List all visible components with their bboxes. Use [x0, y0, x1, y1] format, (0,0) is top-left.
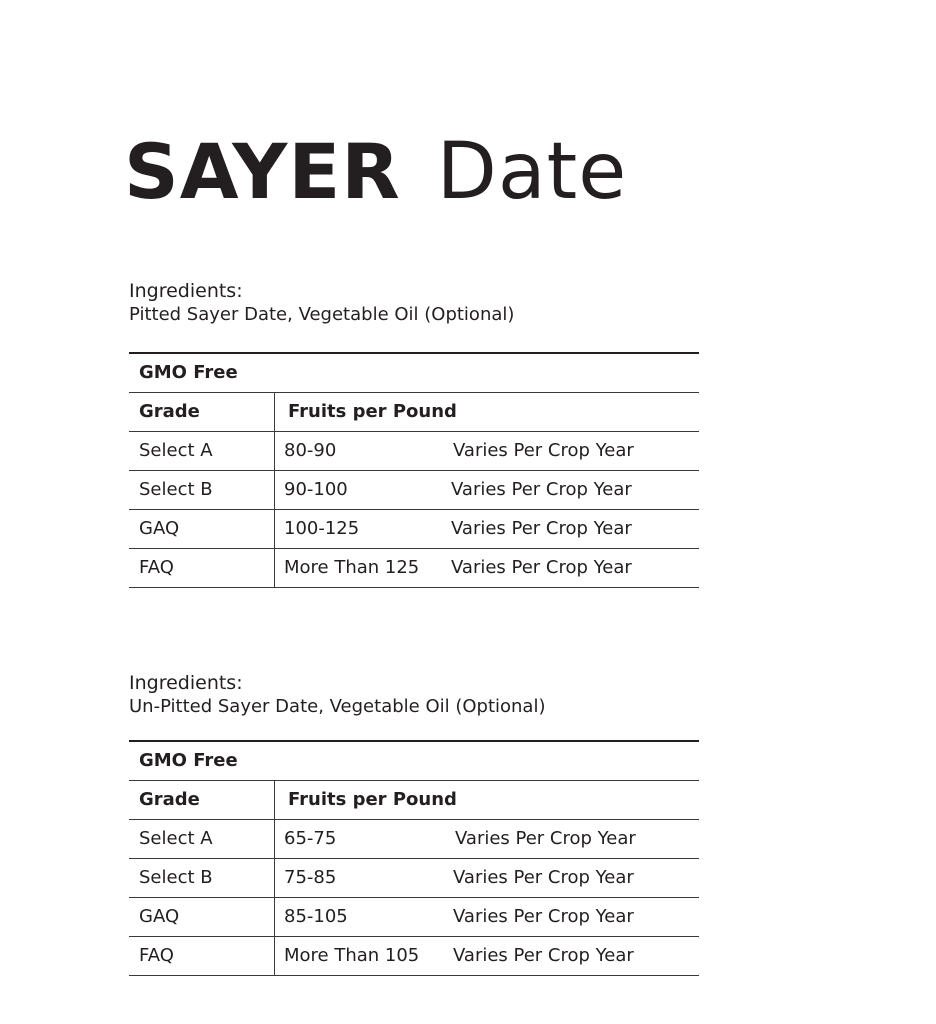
gmo-free-label: GMO Free [139, 362, 238, 383]
fruits-per-pound-cell: 80-90 [284, 440, 337, 461]
grade-cell: GAQ [139, 518, 180, 539]
column-header-grade: Grade [139, 401, 200, 422]
column-divider [274, 937, 275, 976]
table-row [129, 859, 699, 898]
fruits-per-pound-cell: 75-85 [284, 867, 337, 888]
column-divider [274, 393, 275, 432]
column-divider [274, 781, 275, 820]
table-row [129, 510, 699, 549]
table-row [129, 898, 699, 937]
grade-cell: Select A [139, 440, 213, 461]
page-title [124, 126, 627, 218]
grade-cell: Select B [139, 479, 213, 500]
column-divider [274, 549, 275, 588]
ingredients-label: Ingredients: [129, 280, 243, 302]
table-row [129, 820, 699, 859]
grade-table-pitted [129, 352, 699, 588]
grade-cell: Select B [139, 867, 213, 888]
column-header-fruits-per-pound: Fruits per Pound [288, 401, 457, 422]
fruits-per-pound-cell: 85-105 [284, 906, 348, 927]
column-divider [274, 510, 275, 549]
grade-cell: FAQ [139, 945, 174, 966]
column-divider [274, 859, 275, 898]
note-cell: Varies Per Crop Year [455, 828, 636, 849]
grade-table-unpitted [129, 740, 699, 976]
table-row [129, 937, 699, 976]
table-banner-row [129, 742, 699, 781]
column-divider [274, 898, 275, 937]
fruits-per-pound-cell: 90-100 [284, 479, 348, 500]
note-cell: Varies Per Crop Year [453, 945, 634, 966]
grade-cell: FAQ [139, 557, 174, 578]
title-brand: SAYER [124, 127, 401, 216]
note-cell: Varies Per Crop Year [451, 518, 632, 539]
ingredients-block-unpitted [129, 671, 699, 719]
grade-cell: GAQ [139, 906, 180, 927]
fruits-per-pound-cell: 100-125 [284, 518, 360, 539]
column-divider [274, 471, 275, 510]
note-cell: Varies Per Crop Year [453, 440, 634, 461]
table-header-row [129, 393, 699, 432]
title-product: Date [436, 127, 628, 217]
note-cell: Varies Per Crop Year [451, 479, 632, 500]
fruits-per-pound-cell: More Than 105 [284, 945, 420, 966]
table-row [129, 432, 699, 471]
column-divider [274, 432, 275, 471]
table-header-row [129, 781, 699, 820]
grade-cell: Select A [139, 828, 213, 849]
ingredients-text: Un-Pitted Sayer Date, Vegetable Oil (Optional) [129, 696, 546, 717]
column-header-grade: Grade [139, 789, 200, 810]
table-row [129, 549, 699, 588]
fruits-per-pound-cell: 65-75 [284, 828, 337, 849]
column-divider [274, 820, 275, 859]
table-row [129, 471, 699, 510]
column-header-fruits-per-pound: Fruits per Pound [288, 789, 457, 810]
ingredients-block-pitted [129, 279, 699, 327]
fruits-per-pound-cell: More Than 125 [284, 557, 420, 578]
note-cell: Varies Per Crop Year [453, 867, 634, 888]
table-banner-row [129, 354, 699, 393]
ingredients-text: Pitted Sayer Date, Vegetable Oil (Optional) [129, 304, 515, 325]
gmo-free-label: GMO Free [139, 750, 238, 771]
note-cell: Varies Per Crop Year [453, 906, 634, 927]
ingredients-label: Ingredients: [129, 672, 243, 694]
note-cell: Varies Per Crop Year [451, 557, 632, 578]
